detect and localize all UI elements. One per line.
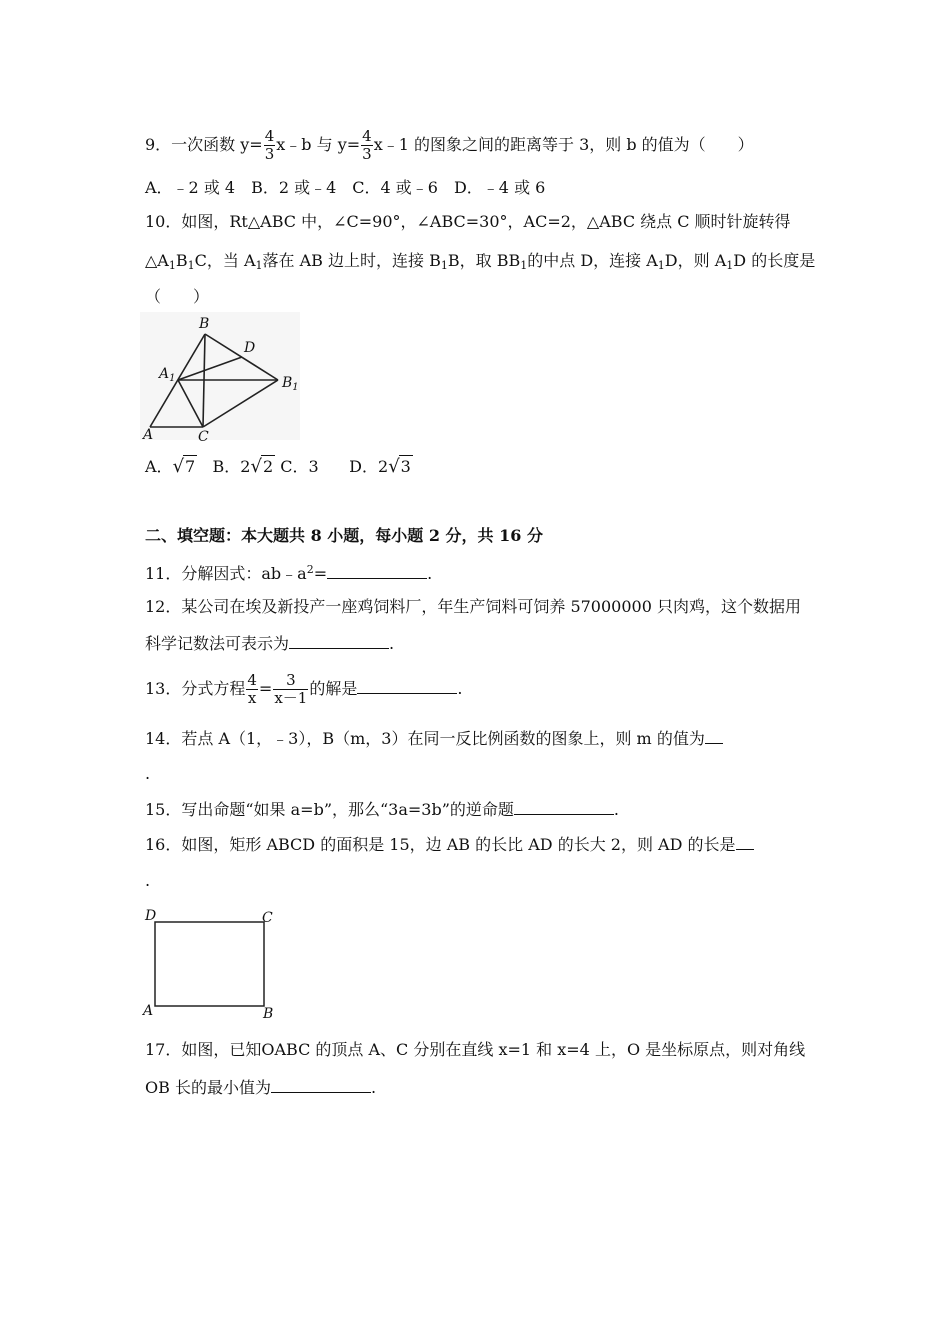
period: . (370, 1078, 377, 1097)
q16-stem-line1 (145, 833, 754, 856)
superscript: 2 (306, 563, 314, 576)
fraction-numerator: 4 (264, 127, 275, 145)
q17-text: OB 长的最小值为 (145, 1078, 271, 1097)
answer-blank[interactable] (289, 632, 389, 649)
q11-text: 11．分解因式：ab﹣a (145, 564, 307, 583)
q13-tail-text: 的解是 (309, 679, 358, 698)
fraction-denominator: 3 (362, 145, 372, 163)
label-A: A (143, 1003, 154, 1019)
equals-sign: = (258, 679, 273, 698)
option-c-label: C．3 (280, 457, 319, 476)
label-A: A (143, 427, 154, 443)
text: C，当 A (194, 251, 256, 270)
q11-stem (145, 559, 432, 585)
q15-stem (145, 798, 619, 821)
answer-blank[interactable] (271, 1076, 371, 1093)
answer-blank[interactable] (514, 798, 614, 815)
radical-sign: √ (172, 456, 185, 477)
label-B: B (263, 1006, 274, 1022)
answer-blank[interactable] (327, 562, 427, 579)
q14-stem-line1 (145, 727, 723, 750)
subscript: 1 (187, 259, 195, 272)
q16-rectangle-figure (140, 905, 285, 1023)
q10-triangle-figure (140, 312, 310, 444)
text: B，取 BB (447, 251, 521, 270)
subscript: 1 (168, 259, 176, 272)
fraction-numerator: 3 (273, 672, 308, 690)
answer-blank[interactable] (705, 727, 723, 744)
q17-stem-line2 (145, 1076, 376, 1099)
q9-lead-text: 9．一次函数 y= (145, 135, 263, 154)
text: D，则 A (664, 251, 727, 270)
text: B (175, 251, 188, 270)
q16-text: 16．如图，矩形 ABCD 的面积是 15，边 AB 的长比 AD 的长大 2，则 AD 的长是 (145, 835, 736, 854)
q13-lead-text: 13．分式方程 (145, 679, 246, 698)
period: . (457, 679, 463, 698)
q12-stem-line2 (145, 632, 394, 655)
label-C: C (198, 429, 209, 444)
period: . (427, 564, 433, 583)
subscript: 1 (657, 259, 665, 272)
q10-stem-line1: 10．如图，Rt△ABC 中，∠C=90°，∠ABC=30°，AC=2，△ABC 绕点 C 顺时针旋转得 (145, 212, 791, 231)
period: . (613, 800, 619, 819)
fraction-denominator: x (247, 689, 257, 707)
answer-blank[interactable] (736, 833, 754, 850)
subscript: 1 (255, 259, 263, 272)
label-B: B (199, 316, 210, 332)
radical-sign: √ (388, 456, 400, 477)
text: △A (145, 251, 169, 270)
radicand: 7 (185, 457, 196, 476)
q13-stem (145, 672, 462, 707)
radicand: 2 (262, 457, 274, 476)
q10-stem-line2 (145, 250, 815, 277)
q9-tail-text: x﹣1 的图象之间的距离等于 3，则 b 的值为（ ） (373, 135, 754, 154)
fraction-numerator: 4 (247, 671, 257, 689)
label-C: C (262, 910, 273, 926)
fraction-4-3 (361, 128, 373, 163)
q10-answer-paren: （ ） (145, 287, 210, 306)
q17-stem-line1: 17．如图，已知OABC 的顶点 A、C 分别在直线 x=1 和 x=4 上，O 是坐标原点，则对角线 (145, 1040, 806, 1059)
text: 的中点 D，连接 A (527, 251, 658, 270)
fraction-4-3 (264, 128, 276, 163)
section-2-heading: 二、填空题：本大题共 8 小题，每小题 2 分，共 16 分 (145, 526, 543, 545)
fraction-denominator: 3 (264, 145, 275, 163)
subscript: 1 (440, 259, 448, 272)
text: 落在 AB 边上时，连接 B (262, 251, 441, 270)
radicand: 3 (400, 457, 411, 476)
q10-options (145, 455, 413, 478)
q15-text: 15．写出命题“如果 a=b”，那么“3a=3b”的逆命题 (145, 800, 514, 819)
period: . (389, 634, 395, 653)
q9-options: A．﹣2 或 4 B．2 或﹣4 C．4 或﹣6 D．﹣4 或 6 (145, 178, 546, 197)
subscript: 1 (520, 259, 528, 272)
option-b-label: B．2 (212, 457, 251, 476)
fraction-denominator: x－1 (274, 689, 308, 707)
q9-stem (145, 128, 754, 163)
fraction-numerator: 4 (362, 127, 372, 145)
q12-stem-line1: 12．某公司在埃及新投产一座鸡饲料厂，年生产饲料可饲养 57000000 只肉鸡，这个数据用 (145, 597, 801, 616)
subscript: 1 (726, 259, 734, 272)
label-B1: $B_1$ (282, 375, 299, 393)
option-d-label: D．2 (349, 457, 389, 476)
q14-text: 14．若点 A（1，﹣3），B（m，3）在同一反比例函数的图象上，则 m 的值为 (145, 729, 705, 748)
q12-text: 科学记数法可表示为 (145, 634, 290, 653)
fraction-3-over-x-minus-1 (273, 672, 308, 707)
label-D: D (244, 340, 256, 356)
text: D 的长度是 (733, 251, 816, 270)
q14-stem-line2: . (145, 764, 151, 783)
label-A1: $A_1$ (159, 366, 176, 384)
rectangle-ABCD (155, 922, 264, 1006)
label-D: D (145, 908, 157, 924)
fraction-4-over-x (246, 672, 258, 707)
radical-sign: √ (250, 456, 262, 477)
option-a-label: A． (145, 457, 173, 476)
equals-sign: = (313, 564, 328, 583)
q9-middle-text: x﹣b 与 y= (276, 135, 361, 154)
answer-blank[interactable] (357, 677, 457, 694)
q16-stem-line2: . (145, 871, 151, 890)
